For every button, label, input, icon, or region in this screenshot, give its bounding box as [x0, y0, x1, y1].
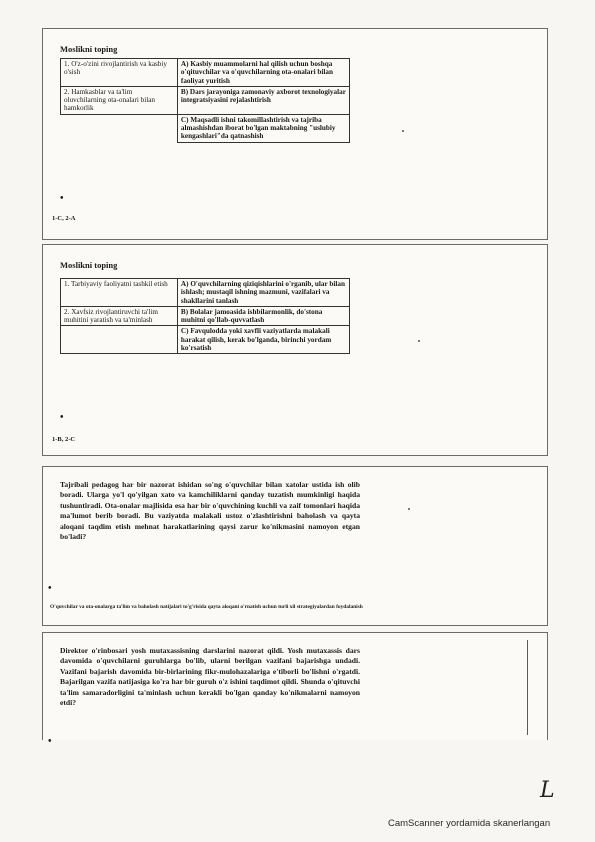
q1-title: Moslikni toping — [60, 44, 118, 54]
q2-bullet: • — [60, 412, 64, 423]
q1-right-c: Maqsadli ishni takomillashtirish va tajriba almashishdan iborat bo'lgan maktabning "uslubiy kengashlari"da qatnashish — [180, 115, 336, 141]
q1-answer: 1-C, 2-A — [52, 215, 76, 222]
q1-left-1: 1. O'z-o'zini rivojlantirish va kasbiy o'sish — [61, 59, 178, 87]
q3-question-text: Tajribali pedagog har bir nazorat ishidan so'ng o'quvchilar bilan xatolar ustida ish olib boradi. Ularga yo'l qo'yilgan xato va kamchiliklarni qanday tuzatish mumkinligi haqida tushuntiradi. Ota-onalar majlisida esa har bir o'quvchining kuchli va zaif tomonlari haqida ma'lumot berib boradi. Bu vaziyatda malakali ustoz o'zlashtirishni baholash va qayta aloqani taqdim etish mehnat harakatlarining qaysi zarur ko'nikmasini namoyon etgan bo'ladi? — [60, 480, 360, 542]
q2-label-b: B) — [180, 307, 189, 316]
q1-match-table — [60, 58, 350, 143]
scan-speck — [402, 130, 404, 132]
q1-right-a: Kasbiy muammolarni hal qilish uchun boshqa o'qituvchilar va o'quvchilarning ota-onalari bilan faoliyat yuritish — [180, 60, 333, 85]
scan-speck — [418, 340, 420, 342]
q2-label-c: C) — [180, 327, 189, 336]
q1-label-b: B) — [180, 87, 189, 96]
q3-bullet: • — [48, 583, 52, 594]
table-row — [61, 86, 350, 114]
q2-right-a: O'quvchilarning qiziqishlarini o'rganib, ular bilan ishlash; mustaqil ishning mazmuni, vazifalari va shakllarini tanlash — [180, 280, 345, 305]
q1-bullet: • — [60, 193, 64, 204]
q2-right-c: Favqulodda yoki xavfli vaziyatlarda malakali harakat qilish, kerak bo'lganda, birinchi yordam ko'rsatish — [180, 327, 332, 352]
q4-question-text: Direktor o'rinbosari yosh mutaxassisning darslarini nazorat qildi. Yosh mutaxassis dars davomida o'quvchilarni guruhlarga bo'lib, ularni berilgan vazifani bajarishga undadi. Vazifani bajarish davomida bir-birlarining fikr-mulohazalariga e'tiborli bo'lishni o'rgatdi. Bajarilgan vazifa natijasiga ko'ra har bir guruh o'z ishini taqdimot qildi. Shunda o'qituvchi ta'lim samaradorligini ta'minlash uchun kerakli bo'lgan qanday ko'nikmalarni namoyon etdi? — [60, 646, 360, 708]
q3-answer: O'quvchilar va ota-onalarga ta'lim va baholash natijalari to'g'risida qayta aloqani o'rnatish uchun turli xil strategiyalardan foydalanish — [50, 604, 363, 610]
q1-left-2: 2. Hamkasblar va ta'lim oluvchilarning ota-onalari bilan hamkorlik — [61, 86, 178, 114]
q1-right-b: Dars jarayoniga zamonaviy axborot texnologiyalar integratsiyasini rejalashtirish — [180, 87, 346, 105]
q4-bullet: • — [48, 736, 52, 747]
q2-left-2: 2. Xavfsiz rivojlantiruvchi ta'lim muhitini yaratish va ta'minlash — [61, 306, 178, 326]
q2-left-1: 1. Tarbiyaviy faoliyatni tashkil etish — [61, 279, 178, 307]
q2-right-b: Bolalar jamoasida ishbilarmonlik, do'stona muhitni qo'llab-quvvatlash — [180, 307, 323, 325]
scan-speck — [408, 508, 410, 510]
scan-line — [527, 640, 528, 735]
table-row — [61, 114, 350, 142]
q1-label-c: C) — [180, 115, 189, 124]
q2-title: Moslikni toping — [60, 260, 118, 270]
q2-answer: 1-B, 2-C — [52, 436, 76, 443]
q1-label-a: A) — [180, 60, 189, 68]
table-row — [61, 306, 350, 326]
scanner-watermark: CamScanner yordamida skanerlangan — [388, 818, 551, 829]
table-row — [61, 59, 350, 87]
table-row — [61, 279, 350, 307]
q2-match-table — [60, 278, 350, 354]
table-row — [61, 326, 350, 354]
q2-label-a: A) — [180, 280, 189, 288]
handwritten-mark: L — [540, 778, 555, 803]
